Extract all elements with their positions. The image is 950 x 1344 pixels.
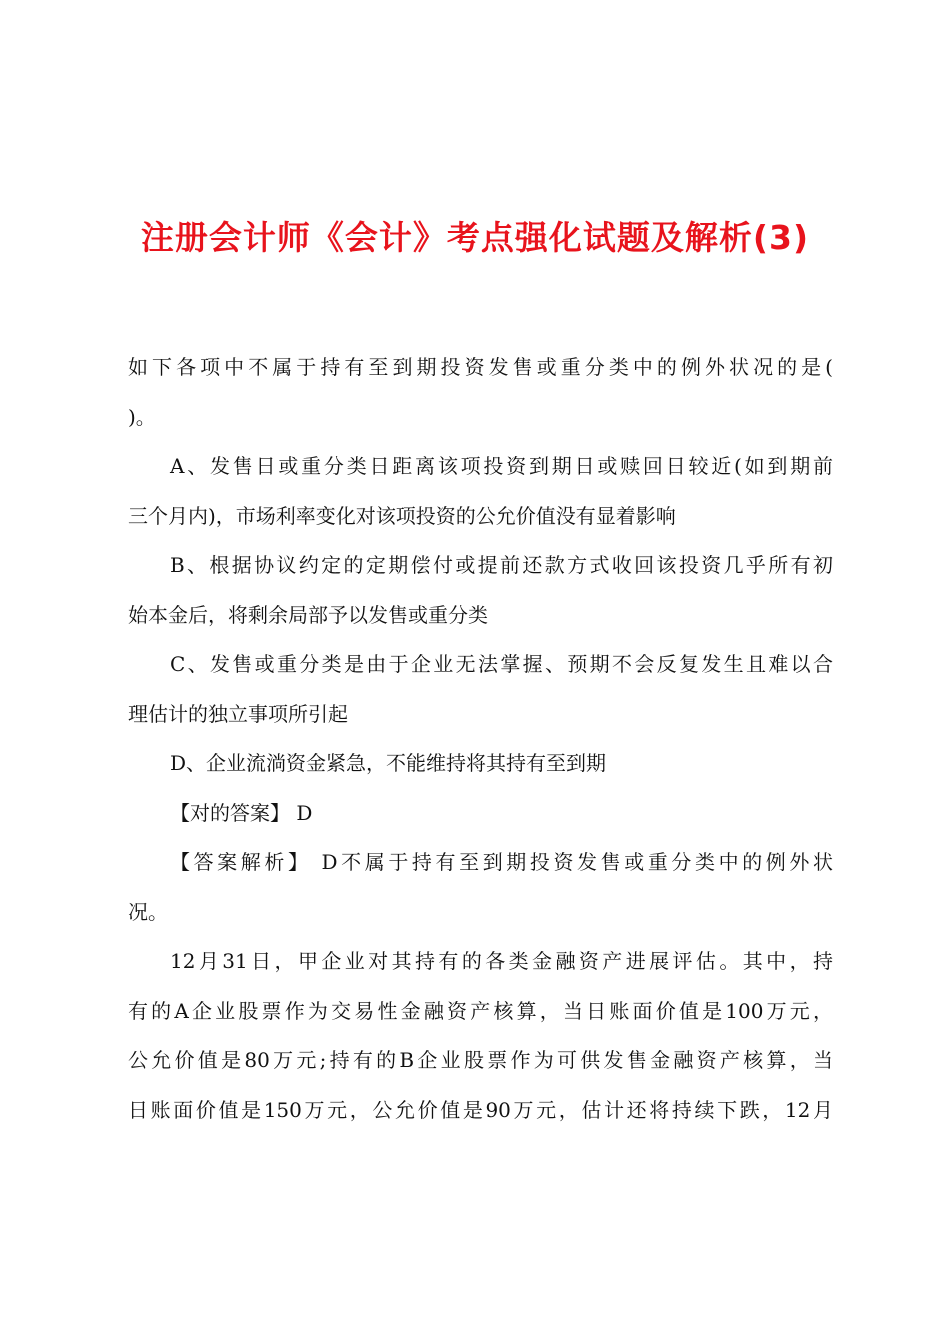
- option-a-line: A、发售日或重分类日距离该项投资到期日或赎回日较近(如到期前: [170, 454, 833, 478]
- option-d-line: D、企业流淌资金紧急，不能维持将其持有至到期: [170, 751, 607, 775]
- page-title: 注册会计师《会计》考点强化试题及解析(3): [140, 218, 810, 257]
- option-b-line: B、根据协议约定的定期偿付或提前还款方式收回该投资几乎所有初: [170, 553, 833, 577]
- answer-analysis-line: 【答案解析】 D不属于持有至到期投资发售或重分类中的例外状: [170, 850, 833, 874]
- option-c-line: C、发售或重分类是由于企业无法掌握、预期不会反复发生且难以合: [170, 652, 833, 676]
- option-c-line: 理估计的独立事项所引起: [128, 701, 348, 726]
- body-line: 12月31日，甲企业对其持有的各类金融资产进展评估。其中，持: [170, 949, 833, 973]
- answer-analysis-line: 况。: [128, 899, 168, 924]
- body-line: 如下各项中不属于持有至到期投资发售或重分类中的例外状况的是(: [128, 355, 833, 379]
- body-line: )。: [128, 404, 156, 429]
- option-b-line: 始本金后，将剩余局部予以发售或重分类: [128, 602, 488, 627]
- body-line: 有的A企业股票作为交易性金融资产核算，当日账面价值是100万元，: [128, 998, 833, 1023]
- body-line: 日账面价值是150万元，公允价值是90万元，估计还将持续下跌，12月: [128, 1097, 833, 1122]
- body-line: 公允价值是80万元;持有的B企业股票作为可供发售金融资产核算，当: [128, 1048, 833, 1072]
- document-body: [128, 343, 833, 1135]
- correct-answer-line: 【对的答案】 D: [170, 800, 313, 825]
- option-a-line: 三个月内)，市场利率变化对该项投资的公允价值没有显着影响: [128, 503, 676, 528]
